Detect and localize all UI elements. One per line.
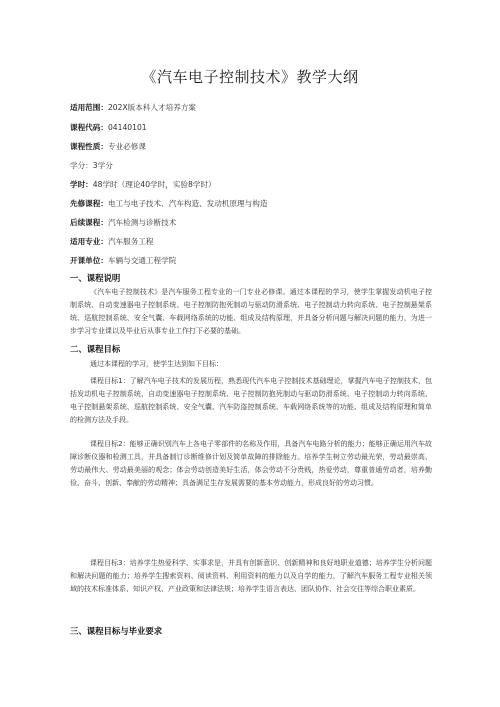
meta-key: 课程性质：	[70, 142, 108, 151]
paragraph: 通过本课程的学习，使学生达到如下目标：	[90, 360, 223, 368]
meta-department	[70, 255, 450, 267]
meta-key: 学时：	[70, 180, 93, 189]
meta-course-nature	[70, 141, 450, 153]
meta-major	[70, 236, 450, 248]
meta-value: 车辆与交通工程学院	[107, 256, 177, 265]
meta-prerequisites	[70, 198, 450, 210]
meta-key: 后续课程：	[70, 218, 108, 227]
meta-scope	[70, 102, 450, 114]
meta-key: 适用范围：	[70, 103, 108, 112]
paragraph: 课程目标3：培养学生热爱科学、实事求是，并具有创新意识、创新精神和良好地职业道德；培养学生分析问题和解决问题的能力；培养学生搜索资料、阅读资料、利用资料的能力以及自学的能力，了解汽车服务工程专业相关领域的技术标准体系、知识产权、产业政策和法律法规；培养学生语言表达、团队协作、社会交往等综合职业素质。	[70, 559, 432, 593]
meta-value: 汽车检测与诊断技术	[107, 218, 177, 227]
paragraph: 课程目标2：能够正确识别汽车上各电子零部件的名称及作用，具备汽车电路分析的能力；能够正确运用汽车故障诊断仪器和检测工具，并具备制订诊断维修计划及简单故障的排除能力。培养学生树立劳动最光荣，劳动最崇高、劳动最伟大、劳动最美丽的观念；体会劳动创造美好生活，体会劳动不分贵贱，热爱劳动，尊重普通劳动者，培养勤俭、奋斗、创新、奉献的劳动精神；具备满足生存发展需要的基本劳动能力，形成良好的劳动习惯。	[70, 440, 432, 487]
section-heading: 三、课程目标与毕业要求	[70, 626, 163, 636]
meta-value: 202X版本科人才培养方案	[107, 103, 197, 112]
meta-followup	[70, 217, 450, 229]
meta-credits	[70, 160, 450, 172]
paragraph: 《汽车电子控制技术》是汽车服务工程专业的一门专业必修课。通过本课程的学习，使学生掌握发动机电子控制系统、自动变速器电子控制系统、电子控制防抱死制动与驱动防滑系统、电子控制动力转向系统、电子控制悬架系统、巡航控制系统、安全气囊、车载网络系统的功能、组成及结构原理，并具备分析问题与解决问题的能力，为进一步学习专业课以及毕业后从事专业工作打下必要的基础。	[70, 288, 432, 335]
meta-hours	[70, 179, 450, 191]
meta-value: 3学分	[92, 161, 113, 170]
section-heading: 二、课程目标	[70, 344, 121, 354]
meta-value: 电工与电子技术、汽车构造、发动机原理与构造	[107, 199, 268, 208]
document-title: 《汽车电子控制技术》教学大纲	[141, 68, 359, 86]
meta-value: 48学时（理论40学时，实验8学时）	[92, 180, 216, 189]
section-heading: 一、课程说明	[70, 273, 121, 283]
meta-key: 适用专业：	[70, 237, 108, 246]
meta-course-code	[70, 122, 450, 134]
meta-key: 先修课程：	[70, 199, 108, 208]
meta-key: 学分：	[70, 161, 93, 170]
meta-key: 课程代码：	[70, 123, 108, 132]
meta-value: 汽车服务工程	[107, 237, 154, 246]
meta-key: 开课单位：	[70, 256, 108, 265]
paragraph: 课程目标1：了解汽车电子技术的发展历程，熟悉现代汽车电子控制技术基础理论，掌握汽车电子控制技术，包括发动机电子控制系统、自动变速器电子控制系统、电子控制防抱死制动与驱动防滑系统、电子控制动力转向系统、电子控制悬架系统、巡航控制系统、安全气囊、汽车防盗控制系统、车载网络系统等的功能、组成及结构原理和简单的检测方法及手段。	[70, 377, 432, 424]
meta-value: 04140101	[107, 123, 147, 132]
meta-value: 专业必修课	[107, 142, 146, 151]
